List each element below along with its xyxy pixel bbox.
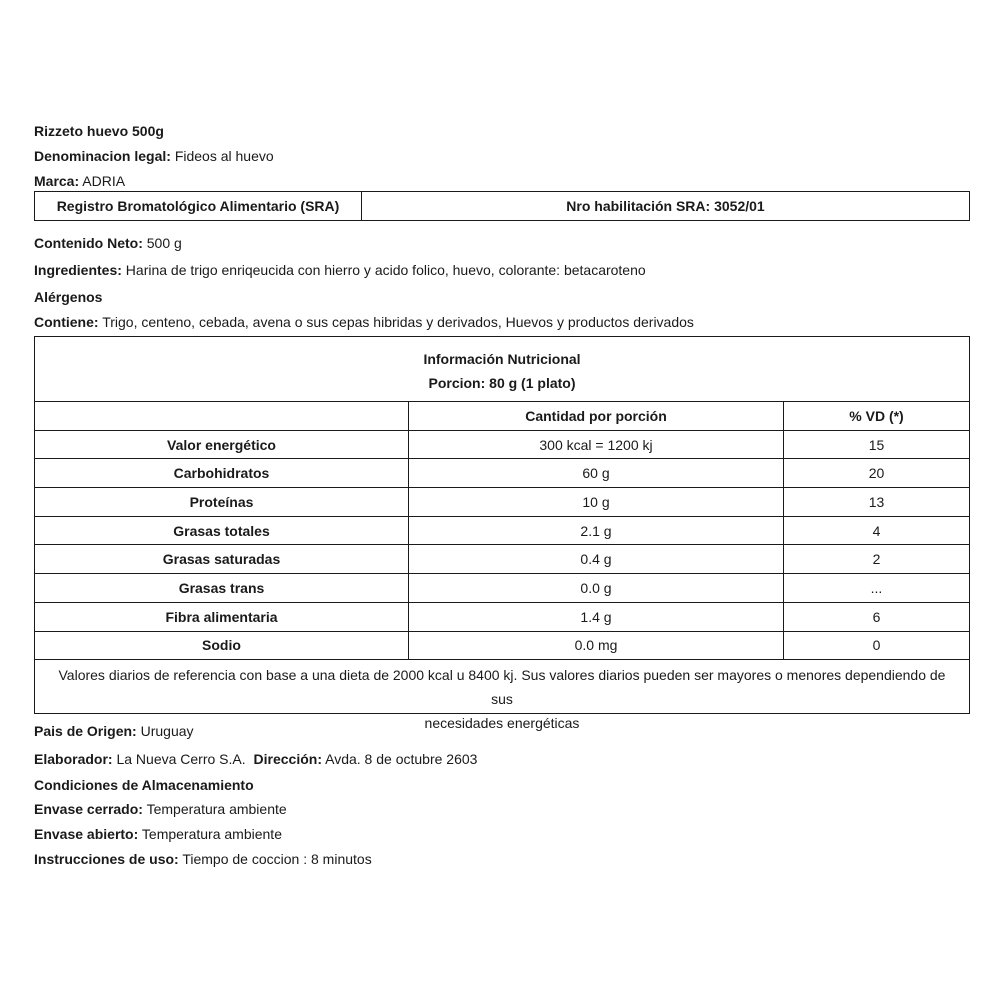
nutrition-title: Información Nutricional <box>423 351 581 367</box>
address-value: Avda. 8 de octubre 2603 <box>325 751 478 767</box>
maker-label: Elaborador: <box>34 751 113 767</box>
nutrient-name: Proteínas <box>35 488 409 516</box>
nutrient-amount: 300 kcal = 1200 kj <box>409 431 784 459</box>
nutrition-portion: Porcion: 80 g (1 plato) <box>428 375 576 391</box>
sra-label: Registro Bromatológico Alimentario (SRA) <box>35 192 362 220</box>
nutrient-name: Fibra alimentaria <box>35 603 409 631</box>
contains-line <box>34 313 694 331</box>
net-content-value: 500 g <box>146 235 182 251</box>
instructions-label: Instrucciones de uso: <box>34 851 179 867</box>
brand-value: ADRIA <box>82 173 126 189</box>
nutrition-col-dv: % VD (*) <box>849 407 904 424</box>
nutrient-name: Valor energético <box>35 431 409 459</box>
allergens-heading: Alérgenos <box>34 289 103 305</box>
nutrition-header <box>35 337 969 402</box>
ingredients-value: Harina de trigo enriqeucida con hierro y acido folico, huevo, colorante: betacaroteno <box>125 262 646 278</box>
nutrient-name: Grasas totales <box>35 517 409 545</box>
table-row <box>35 431 969 460</box>
nutrient-amount: 1.4 g <box>409 603 784 631</box>
sra-value: Nro habilitación SRA: 3052/01 <box>566 198 765 214</box>
maker-value: La Nueva Cerro S.A. <box>116 751 246 767</box>
maker-line <box>34 750 477 768</box>
nutrient-amount: 60 g <box>409 459 784 487</box>
nutrition-col-amount: Cantidad por porción <box>409 402 784 430</box>
legal-name-label: Denominacion legal: <box>34 148 171 164</box>
nutrient-amount: 10 g <box>409 488 784 516</box>
contains-value: Trigo, centeno, cebada, avena o sus cepas hibridas y derivados, Huevos y productos derivados <box>102 314 694 330</box>
table-row <box>35 459 969 488</box>
nutrient-amount: 0.0 mg <box>409 632 784 660</box>
nutrient-dv: 13 <box>868 493 885 510</box>
nutrient-dv: 0 <box>872 637 881 654</box>
table-row <box>35 517 969 546</box>
nutrient-name: Grasas saturadas <box>35 545 409 573</box>
nutrient-dv: 4 <box>872 522 881 539</box>
nutrient-dv: ... <box>870 579 883 596</box>
legal-name-line <box>34 147 274 165</box>
nutrient-dv: 6 <box>872 608 881 625</box>
table-row <box>35 603 969 632</box>
footnote-line-2: necesidades energéticas <box>424 715 580 732</box>
closed-storage-label: Envase cerrado: <box>34 801 143 817</box>
nutrition-column-headers <box>35 402 969 431</box>
origin-value: Uruguay <box>140 723 194 739</box>
nutrient-name: Carbohidratos <box>35 459 409 487</box>
table-row <box>35 488 969 517</box>
instructions-line <box>34 850 372 868</box>
table-row <box>35 632 969 661</box>
ingredients-label: Ingredientes: <box>34 262 122 278</box>
nutrient-amount: 2.1 g <box>409 517 784 545</box>
product-title: Rizzeto huevo 500g <box>34 123 164 139</box>
nutrient-dv: 2 <box>872 551 881 568</box>
open-storage-value: Temperatura ambiente <box>141 826 282 842</box>
nutrient-amount: 0.4 g <box>409 545 784 573</box>
instructions-value: Tiempo de coccion : 8 minutos <box>182 851 372 867</box>
table-row <box>35 574 969 603</box>
open-storage-label: Envase abierto: <box>34 826 139 842</box>
legal-name-value: Fideos al huevo <box>174 148 274 164</box>
origin-line <box>34 722 194 740</box>
nutrient-name: Grasas trans <box>35 574 409 602</box>
origin-label: Pais de Origen: <box>34 723 137 739</box>
storage-heading: Condiciones de Almacenamiento <box>34 777 254 793</box>
brand-line <box>34 172 125 190</box>
open-storage-line <box>34 825 282 843</box>
nutrient-dv: 20 <box>868 465 885 482</box>
nutrition-col-name <box>35 402 409 430</box>
brand-label: Marca: <box>34 173 80 189</box>
nutrient-dv: 15 <box>868 436 885 453</box>
nutrient-amount: 0.0 g <box>409 574 784 602</box>
sra-table <box>34 191 970 221</box>
closed-storage-value: Temperatura ambiente <box>146 801 287 817</box>
contains-label: Contiene: <box>34 314 99 330</box>
net-content-line <box>34 234 182 252</box>
closed-storage-line <box>34 800 287 818</box>
address-label: Dirección: <box>253 751 322 767</box>
footnote-line-1: Valores diarios de referencia con base a una dieta de 2000 kcal u 8400 kj. Sus valores diarios pueden ser mayores o menores dependiendo de sus <box>58 667 946 708</box>
nutrient-name: Sodio <box>35 632 409 660</box>
net-content-label: Contenido Neto: <box>34 235 143 251</box>
table-row <box>35 545 969 574</box>
ingredients-line <box>34 261 646 279</box>
